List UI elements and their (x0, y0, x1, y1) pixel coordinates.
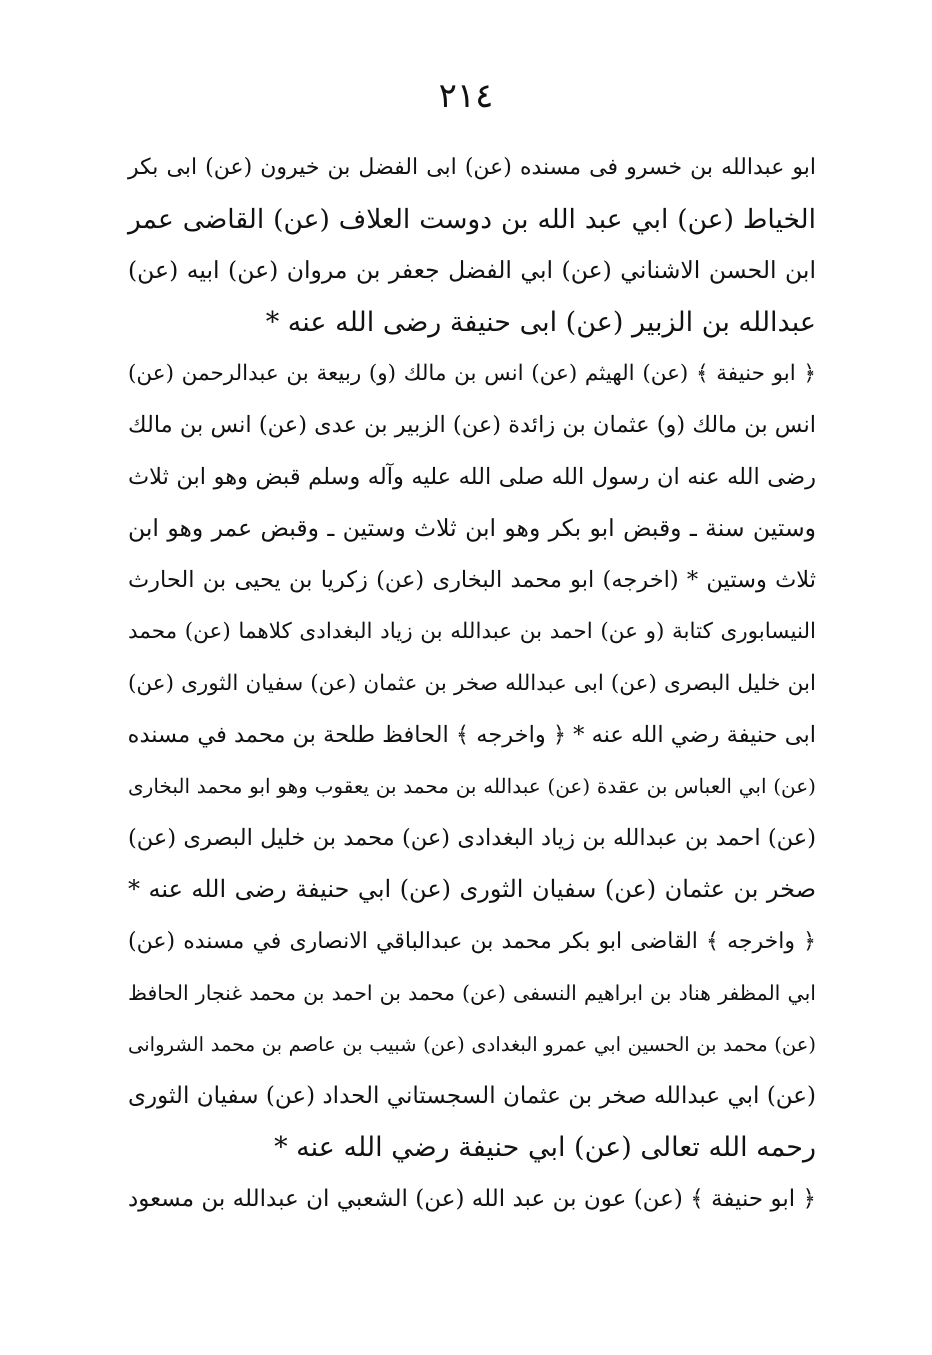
page-number: ٢١٤ (438, 76, 494, 116)
text-line: ﴿ ابو حنيفة ﴾ (عن) الهيثم (عن) انس بن مالك (و) ربيعة بن عبدالرحمن (عن) (128, 361, 816, 387)
text-line: ﴿ واخرجه ﴾ القاضى ابو بكر محمد بن عبدالباقي الانصارى في مسنده (عن) (128, 928, 816, 954)
text-line: ﴿ ابو حنيفة ﴾ (عن) عون بن عبد الله (عن) الشعبي ان عبدالله بن مسعود (128, 1185, 816, 1212)
text-line: ابن الحسن الاشناني (عن) ابي الفضل جعفر بن مروان (عن) ابيه (عن) (128, 256, 816, 285)
text-line: الخياط (عن) ابي عبد الله بن دوست العلاف (عن) القاضى عمر (128, 203, 816, 235)
text-line: ابو عبدالله بن خسرو فى مسنده (عن) ابى الفضل بن خيرون (عن) ابى بكر (128, 155, 816, 180)
text-line: (عن) محمد بن الحسين ابي عمرو البغدادى (عن) شبيب بن عاصم بن محمد الشروانى (128, 1033, 816, 1057)
text-line: ابن خليل البصرى (عن) ابى عبدالله صخر بن عثمان (عن) سفيان الثورى (عن) (128, 670, 816, 696)
text-line: رضى الله عنه ان رسول الله صلى الله عليه وآله وسلم قبض وهو ابن ثلاث (128, 463, 816, 490)
text-line: النيسابورى كتابة (و عن) احمد بن عبدالله بن زياد البغدادى كلاهما (عن) محمد (128, 619, 816, 645)
text-line: انس بن مالك (و) عثمان بن زائدة (عن) الزبير بن عدى (عن) انس بن مالك (128, 411, 816, 438)
text-line: رحمه الله تعالى (عن) ابي حنيفة رضي الله عنه * (274, 1132, 816, 1164)
text-line: وستين سنة ـ وقبض ابو بكر وهو ابن ثلاث وستين ـ وقبض عمر وهو ابن (128, 514, 816, 543)
arabic-text-block (128, 142, 816, 1225)
text-line: ابى حنيفة رضي الله عنه * ﴿ واخرجه ﴾ الحافظ طلحة بن محمد في مسنده (127, 721, 816, 748)
text-line: (عن) ابي عبدالله صخر بن عثمان السجستاني الحداد (عن) سفيان الثورى (128, 1082, 816, 1109)
text-line: عبدالله بن الزبير (عن) ابى حنيفة رضى الله عنه * (265, 306, 816, 338)
text-line: ابي المظفر هناد بن ابراهيم النسفى (عن) محمد بن احمد بن محمد غنجار الحافظ (128, 980, 816, 1005)
text-line: (عن) ابي العباس بن عقدة (عن) عبدالله بن محمد بن يعقوب وهو ابو محمد البخارى (128, 774, 816, 799)
text-line: (عن) احمد بن عبدالله بن زياد البغدادى (عن) محمد بن خليل البصرى (عن) (128, 824, 816, 851)
text-line: ثلاث وستين * (اخرجه) ابو محمد البخارى (عن) زكريا بن يحيى بن الحارث (128, 566, 816, 593)
text-line: صخر بن عثمان (عن) سفيان الثورى (عن) ابي حنيفة رضى الله عنه * (128, 875, 816, 904)
